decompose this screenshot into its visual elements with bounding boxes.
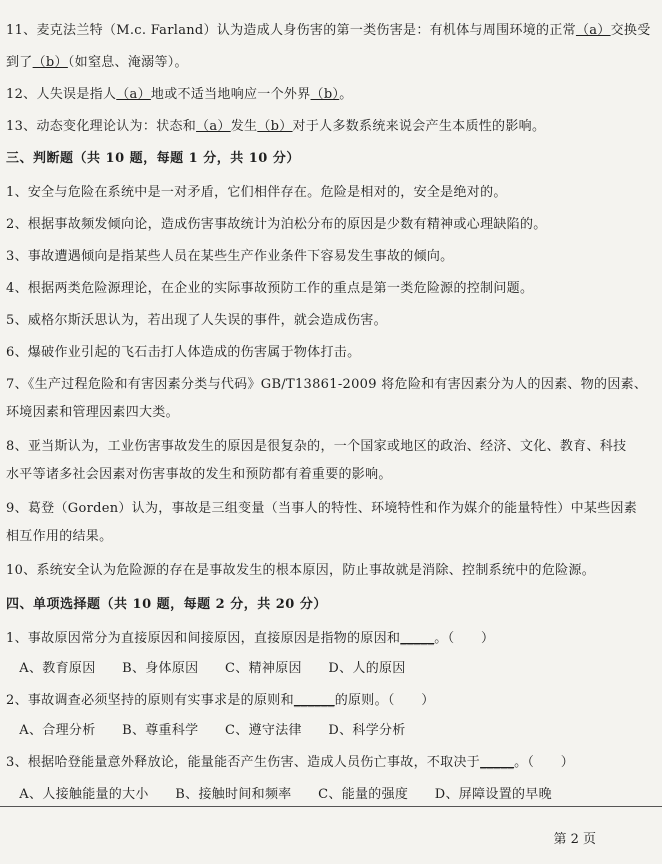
- line-text: 11、麦克法兰特（M.c. Farland）认为造成人身伤害的第一类伤害是：有机体与周围环境的正常: [6, 23, 576, 38]
- page-number: 第 2 页: [553, 832, 596, 847]
- line-text: 的原则。（ ）: [334, 693, 435, 708]
- line-text: 交换受: [610, 23, 651, 38]
- line-text: 三、判断题（共 10 题，每题 1 分，共 10 分）: [6, 151, 300, 166]
- answer-blank: _____: [400, 631, 435, 646]
- line-text: 四、单项选择题（共 10 题，每题 2 分，共 20 分）: [6, 597, 327, 612]
- line-text: 1、事故原因常分为直接原因和间接原因，直接原因是指物的原因和: [6, 631, 401, 646]
- answer-blank: （a）: [196, 119, 231, 134]
- line-text: 环境因素和管理因素四大类。: [6, 405, 179, 420]
- line-text: 相互作用的结果。: [6, 529, 113, 544]
- question-line: [6, 404, 658, 422]
- line-text: 13、动态变化理论认为：状态和: [6, 119, 197, 134]
- question-line: [6, 280, 658, 298]
- line-text: 2、根据事故频发倾向论，造成伤害事故统计为泊松分布的原因是少数有精神或心理缺陷的。: [6, 217, 547, 232]
- question-line: [6, 528, 658, 546]
- question-line: [6, 630, 658, 648]
- line-text: 9、葛登（Gorden）认为，事故是三组变量（当事人的特性、环境特性和作为媒介的能量特性）中某些因素: [6, 501, 638, 516]
- footer-rule: [0, 806, 662, 807]
- section-heading: [6, 150, 658, 168]
- question-line: [6, 500, 658, 518]
- line-text: （如窒息、淹溺等）。: [67, 55, 188, 70]
- question-line: [6, 86, 658, 104]
- line-text: 6、爆破作业引起的飞石击打人体造成的伤害属于物体打击。: [6, 345, 361, 360]
- line-text: 。: [339, 87, 353, 102]
- question-line: [6, 660, 658, 678]
- question-line: [6, 754, 658, 772]
- question-line: [6, 376, 658, 394]
- question-line: [6, 692, 658, 710]
- question-line: [6, 22, 658, 40]
- answer-blank: （b）: [310, 87, 340, 102]
- line-text: 2、事故调查必须坚持的原则有实事求是的原则和: [6, 693, 294, 708]
- question-line: [6, 466, 658, 484]
- line-text: 5、威格尔斯沃思认为，若出现了人失误的事件，就会造成伤害。: [6, 313, 387, 328]
- line-text: 1、安全与危险在系统中是一对矛盾，它们相伴存在。危险是相对的，安全是绝对的。: [6, 185, 507, 200]
- question-line: [6, 562, 658, 580]
- line-text: 。（ ）: [514, 755, 575, 770]
- line-text: 发生: [230, 119, 258, 134]
- line-text: 12、人失误是指人: [6, 87, 117, 102]
- line-text: 对于人多数系统来说会产生本质性的影响。: [292, 119, 546, 134]
- line-text: 。（ ）: [434, 631, 495, 646]
- line-text: A、合理分析 B、尊重科学 C、遵守法律 D、科学分析: [6, 723, 406, 738]
- question-line: [6, 54, 658, 72]
- line-text: A、人接触能量的大小 B、接触时间和频率 C、能量的强度 D、屏障设置的早晚: [6, 787, 552, 802]
- question-line: [6, 438, 658, 456]
- line-text: 4、根据两类危险源理论，在企业的实际事故预防工作的重点是第一类危险源的控制问题。: [6, 281, 534, 296]
- answer-blank: _____: [480, 755, 515, 770]
- question-line: [6, 248, 658, 266]
- line-text: 10、系统安全认为危险源的存在是事故发生的根本原因，防止事故就是消除、控制系统中的危险源。: [6, 563, 596, 578]
- answer-blank: （b）: [32, 55, 68, 70]
- answer-blank: （b）: [257, 119, 293, 134]
- line-text: A、教育原因 B、身体原因 C、精神原因 D、人的原因: [6, 661, 406, 676]
- question-line: [6, 216, 658, 234]
- line-text: 3、根据哈登能量意外释放论，能量能否产生伤害、造成人员伤亡事故，不取决于: [6, 755, 481, 770]
- line-text: 地或不适当地响应一个外界: [150, 87, 311, 102]
- answer-blank: ______: [293, 693, 335, 708]
- question-line: [6, 786, 658, 804]
- line-text: 3、事故遭遇倾向是指某些人员在某些生产作业条件下容易发生事故的倾向。: [6, 249, 454, 264]
- line-text: 到了: [6, 55, 33, 70]
- question-line: [6, 344, 658, 362]
- line-text: 7、《生产过程危险和有害因素分类与代码》GB/T13861-2009 将危险和有害因素分为人的因素、物的因素、: [6, 377, 648, 392]
- answer-blank: （a）: [116, 87, 151, 102]
- answer-blank: （a）: [575, 23, 611, 38]
- question-line: [6, 312, 658, 330]
- line-text: 水平等诸多社会因素对伤害事故的发生和预防都有着重要的影响。: [6, 467, 392, 482]
- question-line: [6, 722, 658, 740]
- question-line: [6, 184, 658, 202]
- section-heading: [6, 596, 658, 614]
- line-text: 8、亚当斯认为，工业伤害事故发生的原因是很复杂的，一个国家或地区的政治、经济、文化、教育、科技: [6, 439, 627, 454]
- question-line: [6, 118, 658, 136]
